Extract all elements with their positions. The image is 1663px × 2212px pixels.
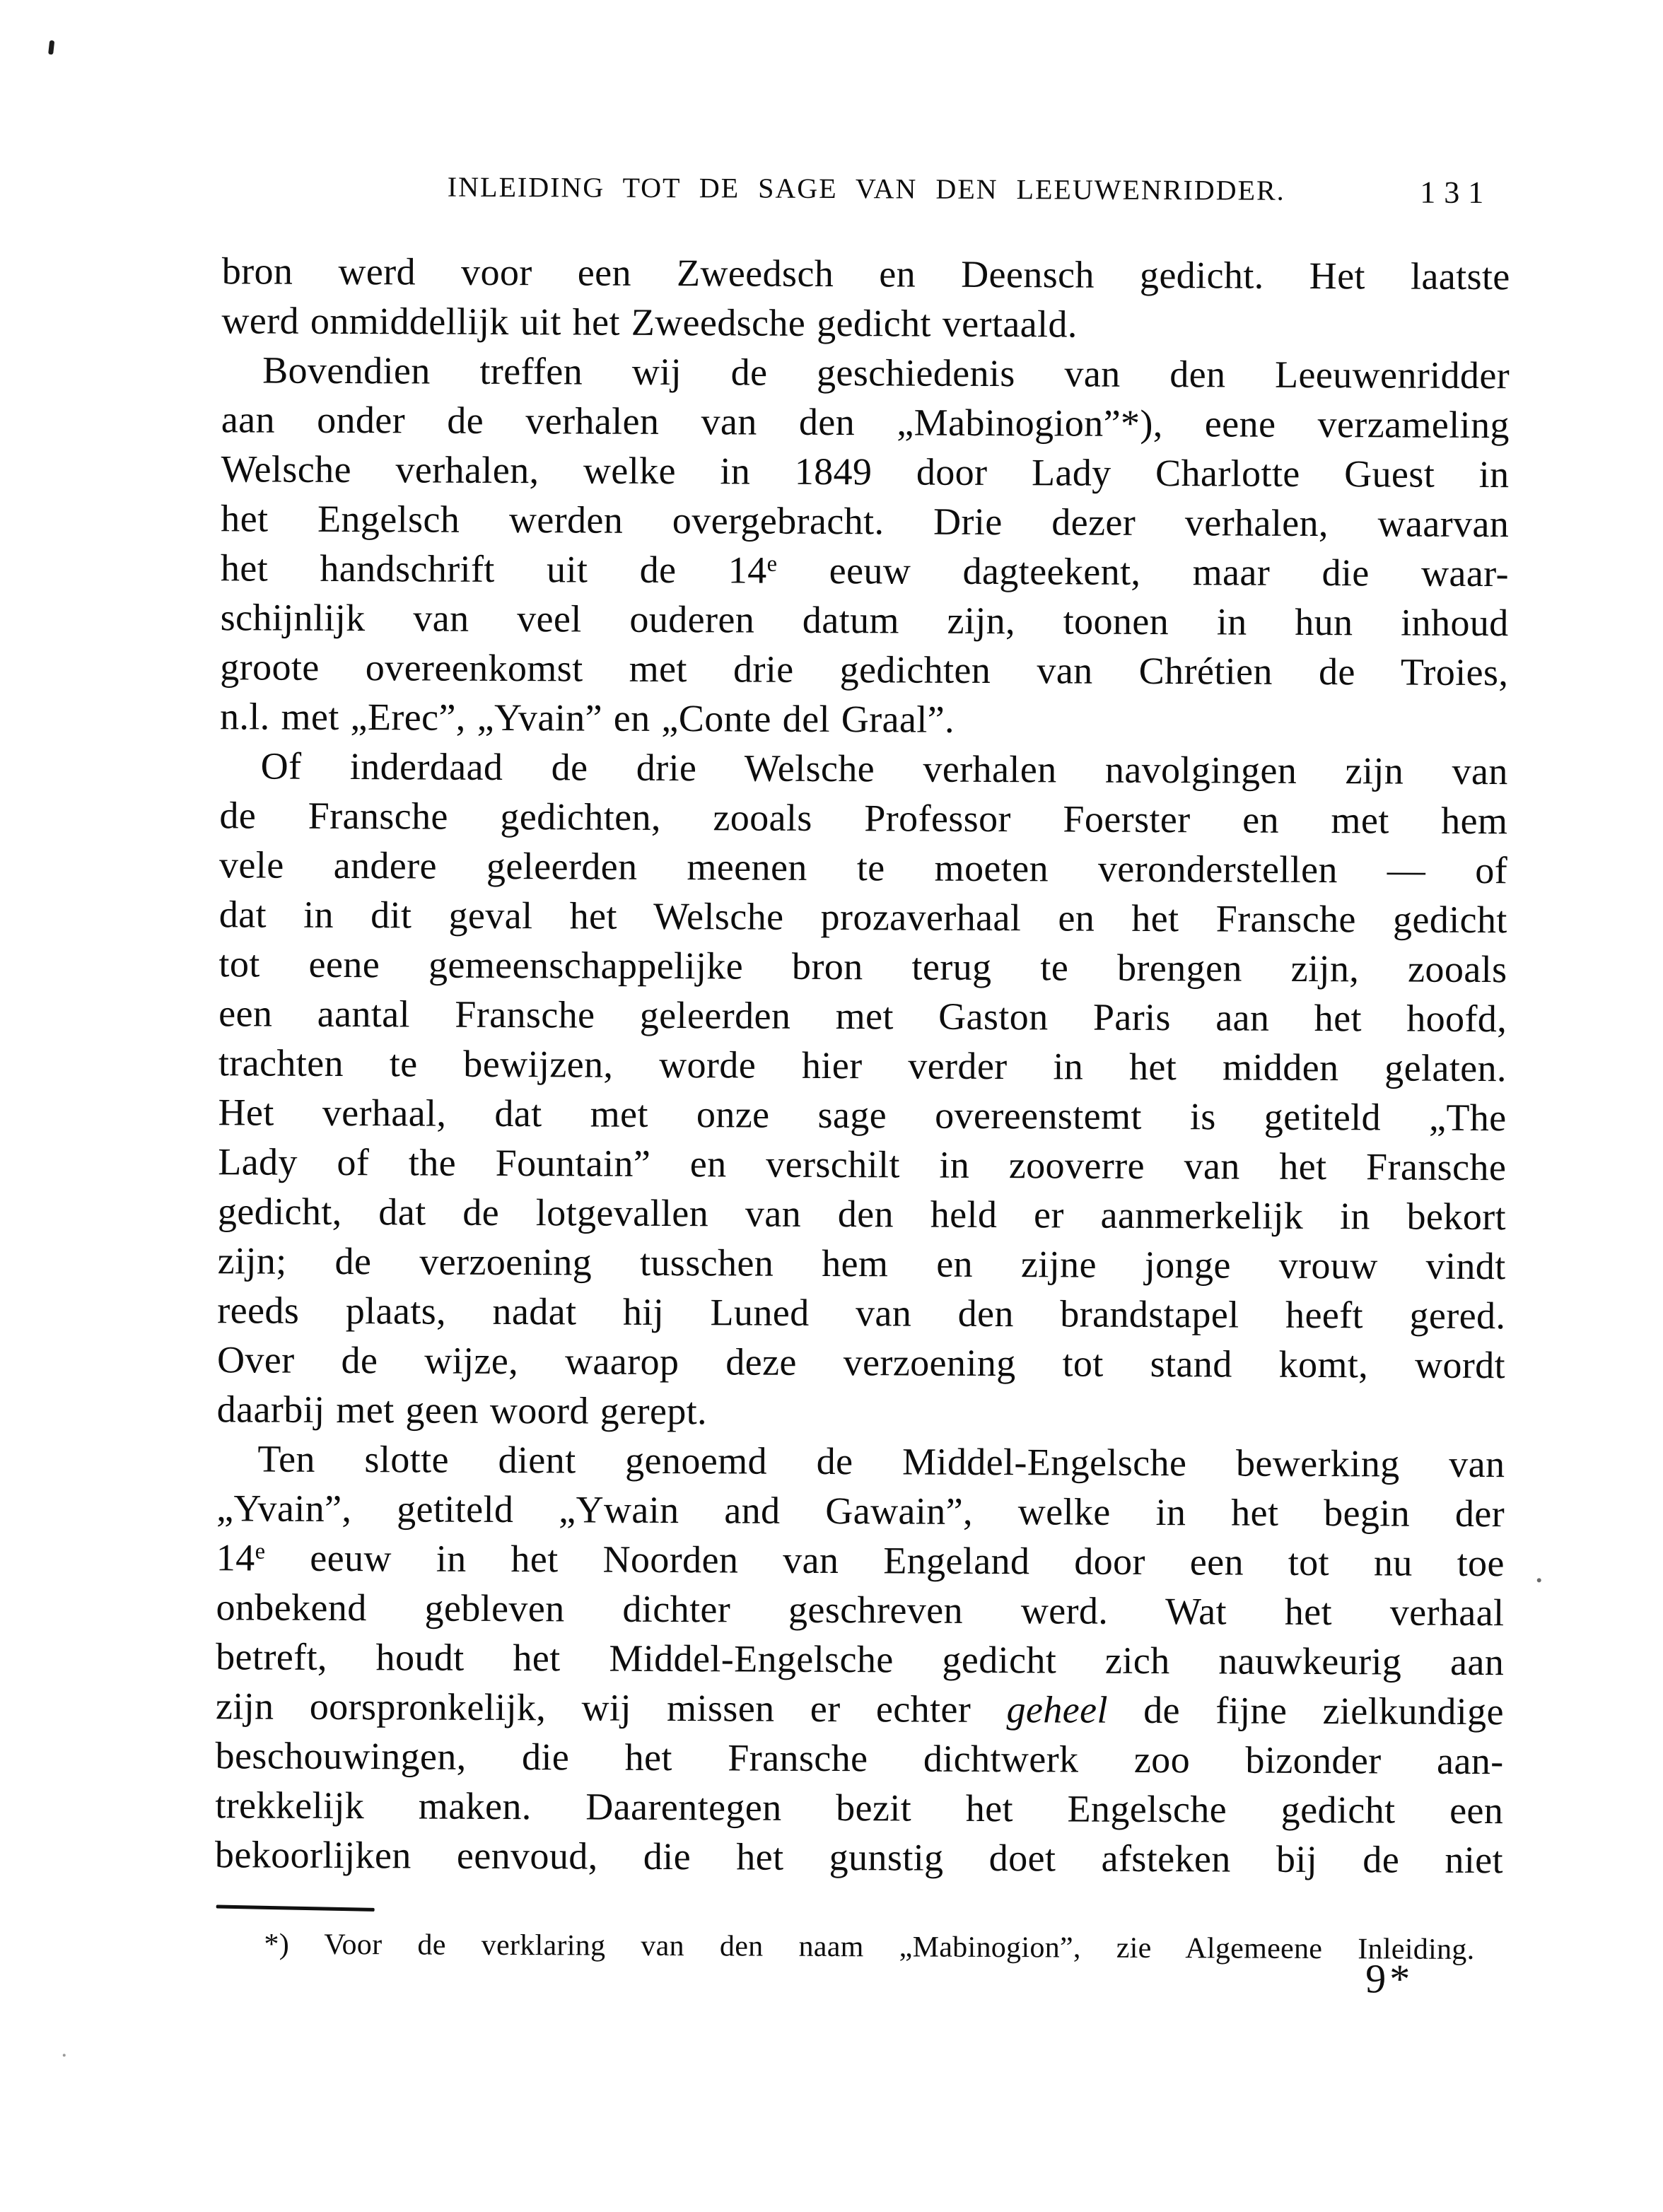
text-segment: Welsche verhalen, welke in 1849 door Lady Charlotte Guest in [221, 447, 1510, 496]
text-segment: het handschrift uit de [220, 546, 728, 592]
signature-mark [1365, 1955, 1413, 2002]
text-line [217, 1285, 1505, 1340]
text-segment: daarbij met geen woord gerept. [216, 1388, 708, 1433]
text-line [220, 642, 1508, 697]
superscript-text: e [766, 551, 778, 577]
text-segment: werd onmiddellijk uit het Zweedsche gedicht vertaald. [221, 299, 1078, 346]
footnote-marker: *) [264, 1928, 290, 1961]
superscript-text: e [255, 1538, 266, 1564]
text-line [215, 1780, 1503, 1835]
text-line [218, 1137, 1506, 1192]
signature-number: 9* [1365, 1955, 1414, 2002]
text-segment: zijn; de verzoening tusschen hem en zijne jonge vrouw vindt [217, 1239, 1506, 1288]
text-line [216, 1483, 1505, 1538]
text-line [218, 988, 1507, 1043]
footnote-text: Voor de verklaring van den naam „Mabinogion”, zie Algemeene Inleiding. [324, 1928, 1475, 1966]
text-line [215, 1830, 1503, 1885]
text-segment: eeuw dagteekent, maar die waar- [777, 549, 1510, 595]
text-segment: 14 [728, 549, 767, 592]
text-line [221, 295, 1510, 351]
text-segment: n.l. met „Erec”, „Yvain” en „Conte del Graal”. [219, 695, 955, 741]
text-line [218, 1236, 1506, 1291]
text-segment: schijnlijk van veel ouderen datum zijn, toonen in hun inhoud [220, 596, 1509, 645]
footnote [264, 1925, 1474, 1970]
text-line [218, 939, 1507, 994]
text-segment: aan onder de verhalen van den „Mabinogion”*), eene verzameling [221, 398, 1510, 447]
text-segment: beschouwingen, die het Fransche dichtwerk zoo bizonder aan- [215, 1734, 1504, 1783]
text-line [216, 1434, 1505, 1489]
text-line [219, 840, 1507, 895]
text-line [219, 889, 1507, 944]
text-segment: Bovendien treffen wij de geschiedenis van den Leeuwenridder [262, 349, 1510, 397]
text-line [216, 1632, 1504, 1687]
text-segment: het Engelsch werden overgebracht. Drie dezer verhalen, waarvan [221, 497, 1510, 546]
text-line [218, 1038, 1507, 1093]
running-header [222, 169, 1510, 214]
text-segment: Het verhaal, dat met onze sage overeenstemt is getiteld „The [218, 1091, 1507, 1140]
italic-text: geheel [1006, 1688, 1109, 1731]
text-line [222, 246, 1510, 301]
text-line [221, 394, 1510, 450]
text-segment: dat in dit geval het Welsche prozaverhaal en het Fransche gedicht [218, 893, 1507, 942]
text-line [216, 1681, 1504, 1736]
text-segment: Over de wijze, waarop deze verzoening tot stand komt, wordt [216, 1338, 1506, 1387]
text-segment: een aantal Fransche geleerden met Gaston Paris aan het hoofd, [218, 992, 1507, 1041]
text-line [220, 691, 1508, 747]
text-segment: „Yvain”, getiteld „Ywain and Gawain”, welke in het begin der [216, 1487, 1505, 1535]
text-segment: de fijne zielkundige [1107, 1688, 1505, 1733]
text-segment: trekkelijk maken. Daarentegen bezit het Engelsche gedicht een [215, 1784, 1504, 1832]
text-line [219, 790, 1507, 845]
text-segment: Ten slotte dient genoemd de Middel-Engelsche bewerking van [257, 1437, 1505, 1486]
text-line [221, 345, 1510, 400]
text-segment: bron werd voor een Zweedsch en Deensch gedicht. Het laatste [221, 250, 1510, 298]
header-title: INLEIDING TOT DE SAGE VAN DEN LEEUWENRIDDER. [447, 170, 1285, 206]
text-segment: tot eene gemeenschappelijke bron terug te brengen zijn, zooals [218, 942, 1507, 991]
text-segment: 14 [216, 1536, 255, 1579]
text-segment: reeds plaats, nadat hij Luned van den brandstapel heeft gered. [217, 1289, 1506, 1338]
text-line [221, 543, 1509, 598]
text-line [215, 1731, 1503, 1786]
text-line [218, 1186, 1506, 1241]
text-segment: betreft, houdt het Middel-Engelsche gedicht zich nauwkeurig aan [216, 1635, 1505, 1684]
text-line [216, 1533, 1505, 1588]
body-text [215, 246, 1510, 1885]
text-segment: trachten te bewijzen, worde hier verder in het midden gelaten. [218, 1041, 1507, 1090]
text-segment: de Fransche gedichten, zooals Professor Foerster en met hem [219, 794, 1508, 843]
text-segment: zijn oorspronkelijk, wij missen er echter [215, 1685, 1007, 1731]
page-number: 131 [1420, 175, 1493, 211]
text-line [221, 444, 1509, 499]
text-segment: onbekend gebleven dichter geschreven werd. Wat het verhaal [216, 1586, 1505, 1634]
text-line [221, 493, 1509, 549]
text-segment: Of inderdaad de drie Welsche verhalen navolgingen zijn van [260, 744, 1508, 793]
text-line [220, 592, 1508, 648]
footnote-separator-rule [216, 1904, 375, 1911]
scan-speck [63, 2054, 66, 2056]
text-segment: bekoorlijken eenvoud, die het gunstig doet afsteken bij de niet [214, 1833, 1504, 1882]
text-line [218, 1087, 1506, 1142]
scan-speck [1537, 1578, 1541, 1582]
text-segment: Lady of the Fountain” en verschilt in zooverre van het Fransche [218, 1140, 1507, 1189]
text-line [217, 1384, 1505, 1439]
text-line [216, 1582, 1504, 1637]
text-segment: gedicht, dat de lotgevallen van den held er aanmerkelijk in bekort [217, 1190, 1507, 1239]
text-segment: eeuw in het Noorden van Engeland door een tot nu toe [265, 1536, 1505, 1585]
text-segment: vele andere geleerden meenen te moeten veronderstellen — of [218, 843, 1508, 892]
scan-speck [48, 40, 54, 55]
text-line [220, 741, 1508, 796]
text-segment: groote overeenkomst met drie gedichten van Chrétien de Troies, [220, 645, 1509, 694]
text-line [217, 1335, 1505, 1390]
